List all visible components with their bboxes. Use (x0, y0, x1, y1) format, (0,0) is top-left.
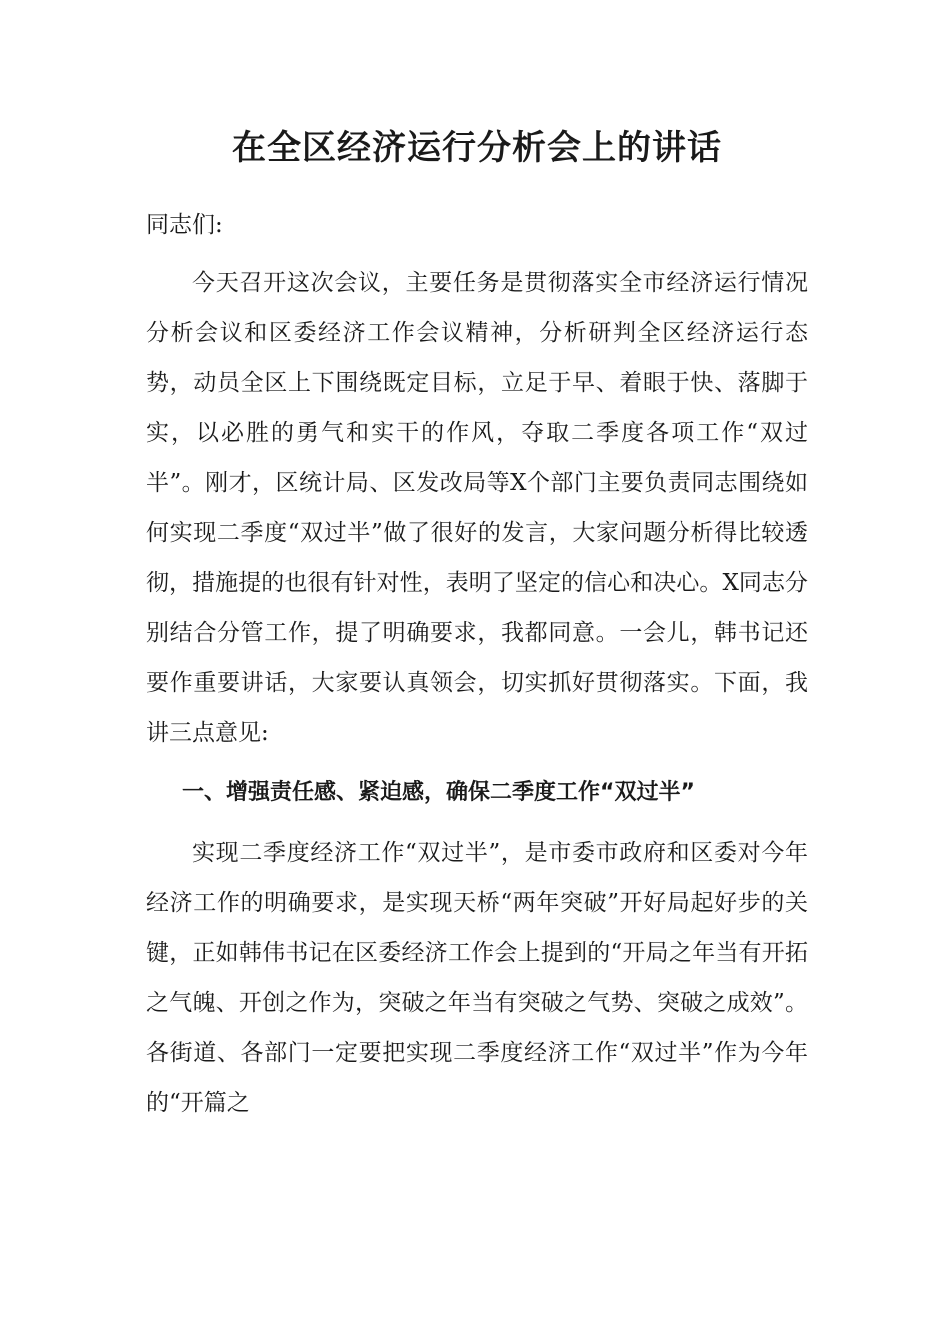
document-title: 在全区经济运行分析会上的讲话 (232, 128, 722, 168)
section-heading-1: 一、增强责任感、紧迫感，确保二季度工作“双过半” (182, 780, 695, 805)
salutation: 同志们: (146, 212, 223, 238)
intro-paragraph: 今天召开这次会议，主要任务是贯彻落实全市经济运行情况分析会议和区委经济工作会议精神，分析研判全区经济运行态势，动员全区上下围绕既定目标，立足于早、着眼于快、落脚于实，以必胜的勇气和实干的作风，夺取二季度各项工作“双过半”。刚才，区统计局、区发改局等X个部门主要负责同志围绕如何实现二季度“双过半”做了很好的发言，大家问题分析得比较透彻，措施提的也很有针对性，表明了坚定的信心和决心。X同志分别结合分管工作，提了明确要求，我都同意。一会儿，韩书记还要作重要讲话，大家要认真领会，切实抓好贯彻落实。下面，我讲三点意见: (146, 270, 808, 746)
section-1-paragraph: 实现二季度经济工作“双过半”，是市委市政府和区委对今年经济工作的明确要求，是实现天桥“两年突破”开好局起好步的关键，正如韩伟书记在区委经济工作会上提到的“开局之年当有开拓之气魄、开创之作为，突破之年当有突破之气势、突破之成效”。各街道、各部门一定要把实现二季度经济工作“双过半”作为今年的“开篇之 (146, 840, 808, 1116)
document-page (146, 118, 808, 1128)
